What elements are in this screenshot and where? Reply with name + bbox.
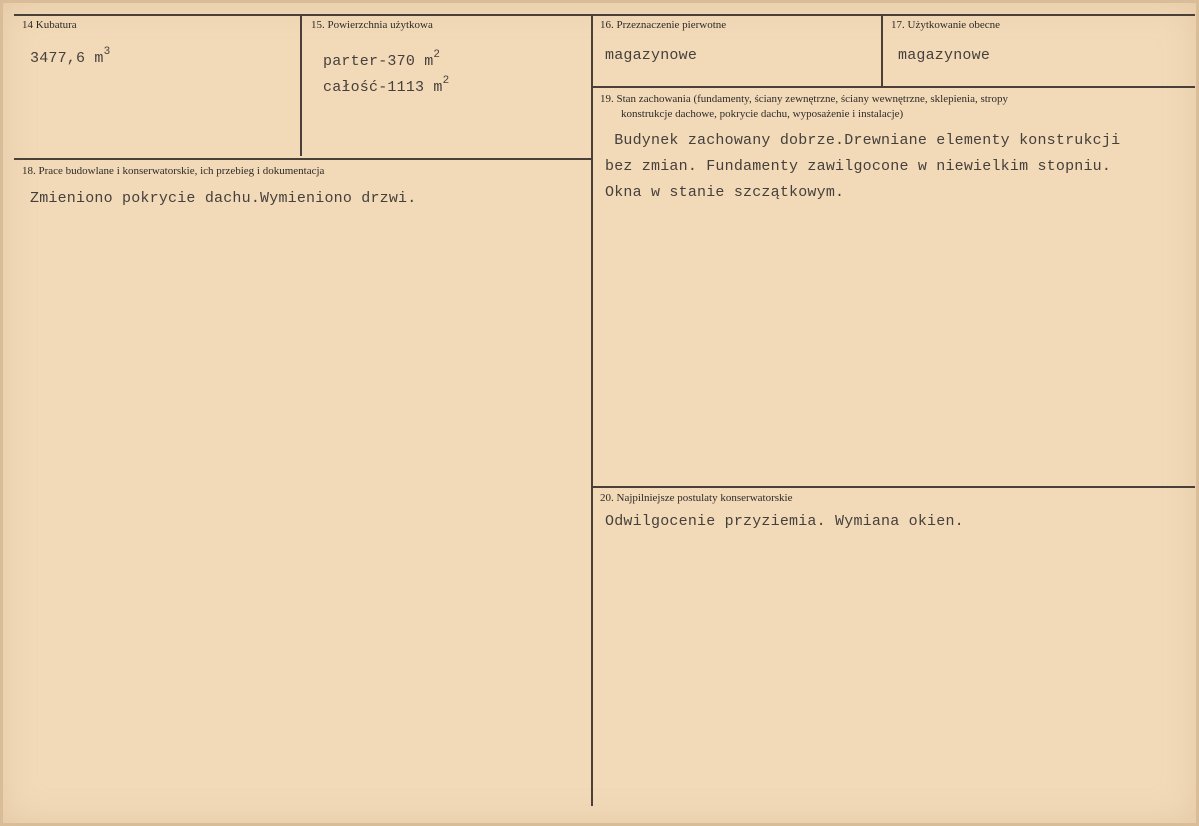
kubatura-label: 14 Kubatura [22, 19, 77, 31]
prace-value: Zmieniono pokrycie dachu.Wymieniono drzwi. [30, 190, 417, 207]
divider-main [591, 14, 593, 806]
top-border [14, 14, 1195, 16]
stan-label-line2: konstrukcje dachowe, pokrycie dachu, wyposażenie i instalacje) [621, 108, 904, 120]
divider-14-15 [300, 14, 302, 156]
powierzchnia-line1-text: parter-370 m [323, 53, 434, 70]
powierzchnia-line2 [323, 69, 449, 102]
powierzchnia-line1-sup: 2 [433, 49, 441, 61]
row-divider-20 [592, 486, 1195, 488]
postulaty-value: Odwilgocenie przyziemia. Wymiana okien. [605, 513, 964, 530]
kubatura-text: 3477,6 m [30, 50, 104, 67]
powierzchnia-line2-text: całość-1113 m [323, 79, 443, 96]
row-divider-18 [14, 158, 591, 160]
row-divider-17 [592, 86, 1195, 88]
powierzchnia-line2-sup: 2 [442, 75, 450, 87]
stan-line2: bez zmian. Fundamenty zawilgocone w niewielkim stopniu. [605, 158, 1112, 175]
postulaty-label: 20. Najpilniejsze postulaty konserwatorskie [600, 492, 793, 504]
stan-label-line1: 19. Stan zachowania (fundamenty, ściany zewnętrzne, ściany wewnętrzne, sklepienia, stropy [600, 93, 1008, 105]
kubatura-sup: 3 [103, 46, 111, 58]
prace-label: 18. Prace budowlane i konserwatorskie, ich przebieg i dokumentacja [22, 165, 325, 177]
kubatura-value [30, 40, 110, 73]
przeznaczenie-label: 16. Przeznaczenie pierwotne [600, 19, 727, 31]
uzytkowanie-label: 17. Użytkowanie obecne [891, 19, 1001, 31]
stan-line3: Okna w stanie szczątkowym. [605, 184, 845, 201]
powierzchnia-label: 15. Powierzchnia użytkowa [311, 19, 433, 31]
przeznaczenie-value: magazynowe [605, 47, 698, 64]
divider-16-17 [881, 14, 883, 86]
uzytkowanie-value: magazynowe [898, 47, 991, 64]
stan-line1: Budynek zachowany dobrze.Drewniane elementy konstrukcji [605, 132, 1121, 149]
